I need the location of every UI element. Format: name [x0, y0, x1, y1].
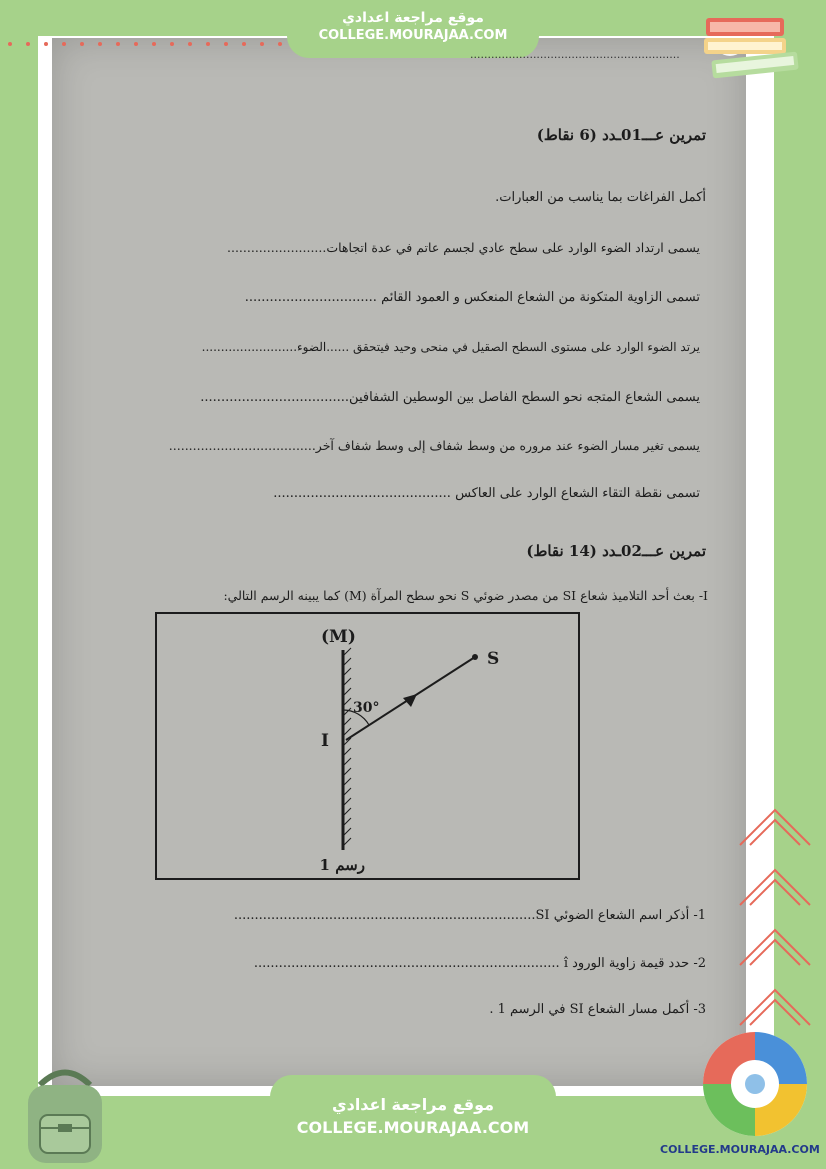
exercise1-item-3: يرتد الضوء الوارد على مستوى السطح الصقيل في منحى وحيد فيتحقق ......الضوء.........................: [201, 340, 700, 354]
exercise1-item-6: تسمى نقطة التقاء الشعاع الوارد على العاكس ...........................................: [273, 486, 700, 501]
figure-caption: رسم 1: [319, 856, 365, 874]
exercise2-question-3: 3- أكمل مسار الشعاع SI في الرسم 1 .: [489, 1002, 706, 1017]
exercise1-title: تمرين عـــ01ـدد (6 نقاط): [536, 126, 706, 144]
header-dotted-line: ............................................................: [470, 48, 680, 61]
angle-label: 30°: [353, 700, 380, 716]
exercise1-instruction: أكمل الفراغات بما يناسب من العبارات.: [495, 190, 706, 205]
source-point: [472, 654, 478, 660]
exercise2-intro: I- بعث أحد التلاميذ شعاع SI من مصدر ضوئي S نحو سطح المرآة (M) كما يبينه الرسم التالي:: [223, 588, 708, 603]
figure-frame: [156, 613, 579, 879]
books-icon: [700, 10, 805, 90]
exercise2-title: تمرين عـــ02ـدد (14 نقاط): [526, 542, 706, 560]
ray-arrow: [403, 694, 417, 707]
exercise1-item-4: يسمى الشعاع المتجه نحو السطح الفاصل بين الوسطين الشفافين....................................: [200, 390, 700, 405]
source-label: S: [487, 649, 500, 669]
school-globe-icon: [695, 1022, 815, 1140]
top-banner-url[interactable]: COLLEGE.MOURAJAA.COM: [318, 28, 508, 43]
point-label: I: [321, 731, 329, 751]
decorative-dots: [0, 42, 300, 50]
exercise1-item-2: تسمى الزاوية المتكونة من الشعاع المنعكس و العمود القائم ................................: [244, 290, 700, 305]
exercise2-question-1: 1- أذكر اسم الشعاع الضوئي SI.........................................................................: [233, 908, 706, 923]
bottom-banner[interactable]: [270, 1075, 556, 1155]
mirror-figure: [155, 612, 580, 880]
exercise1-item-5: يسمى تغير مسار الضوء عند مروره من وسط شفاف إلى وسط شفاف آخر.....................................: [168, 438, 700, 453]
exercise2-question-2: 2- حدد قيمة زاوية الورود î ..........................................................................: [253, 956, 706, 971]
backpack-icon: [10, 1060, 120, 1165]
corner-site-url[interactable]: COLLEGE.MOURAJAA.COM: [660, 1143, 820, 1156]
exercise1-item-1: يسمى ارتداد الضوء الوارد على سطح عادي لجسم عاتم في عدة اتجاهات.........................: [227, 240, 700, 255]
bottom-banner-arabic: موقع مراجعة اعدادي: [331, 1095, 495, 1114]
mirror-label: (M): [321, 627, 356, 647]
top-banner-arabic: موقع مراجعة اعدادي: [342, 10, 484, 26]
bottom-banner-url[interactable]: COLLEGE.MOURAJAA.COM: [296, 1118, 530, 1137]
chevron-up-icon: [735, 790, 815, 1050]
